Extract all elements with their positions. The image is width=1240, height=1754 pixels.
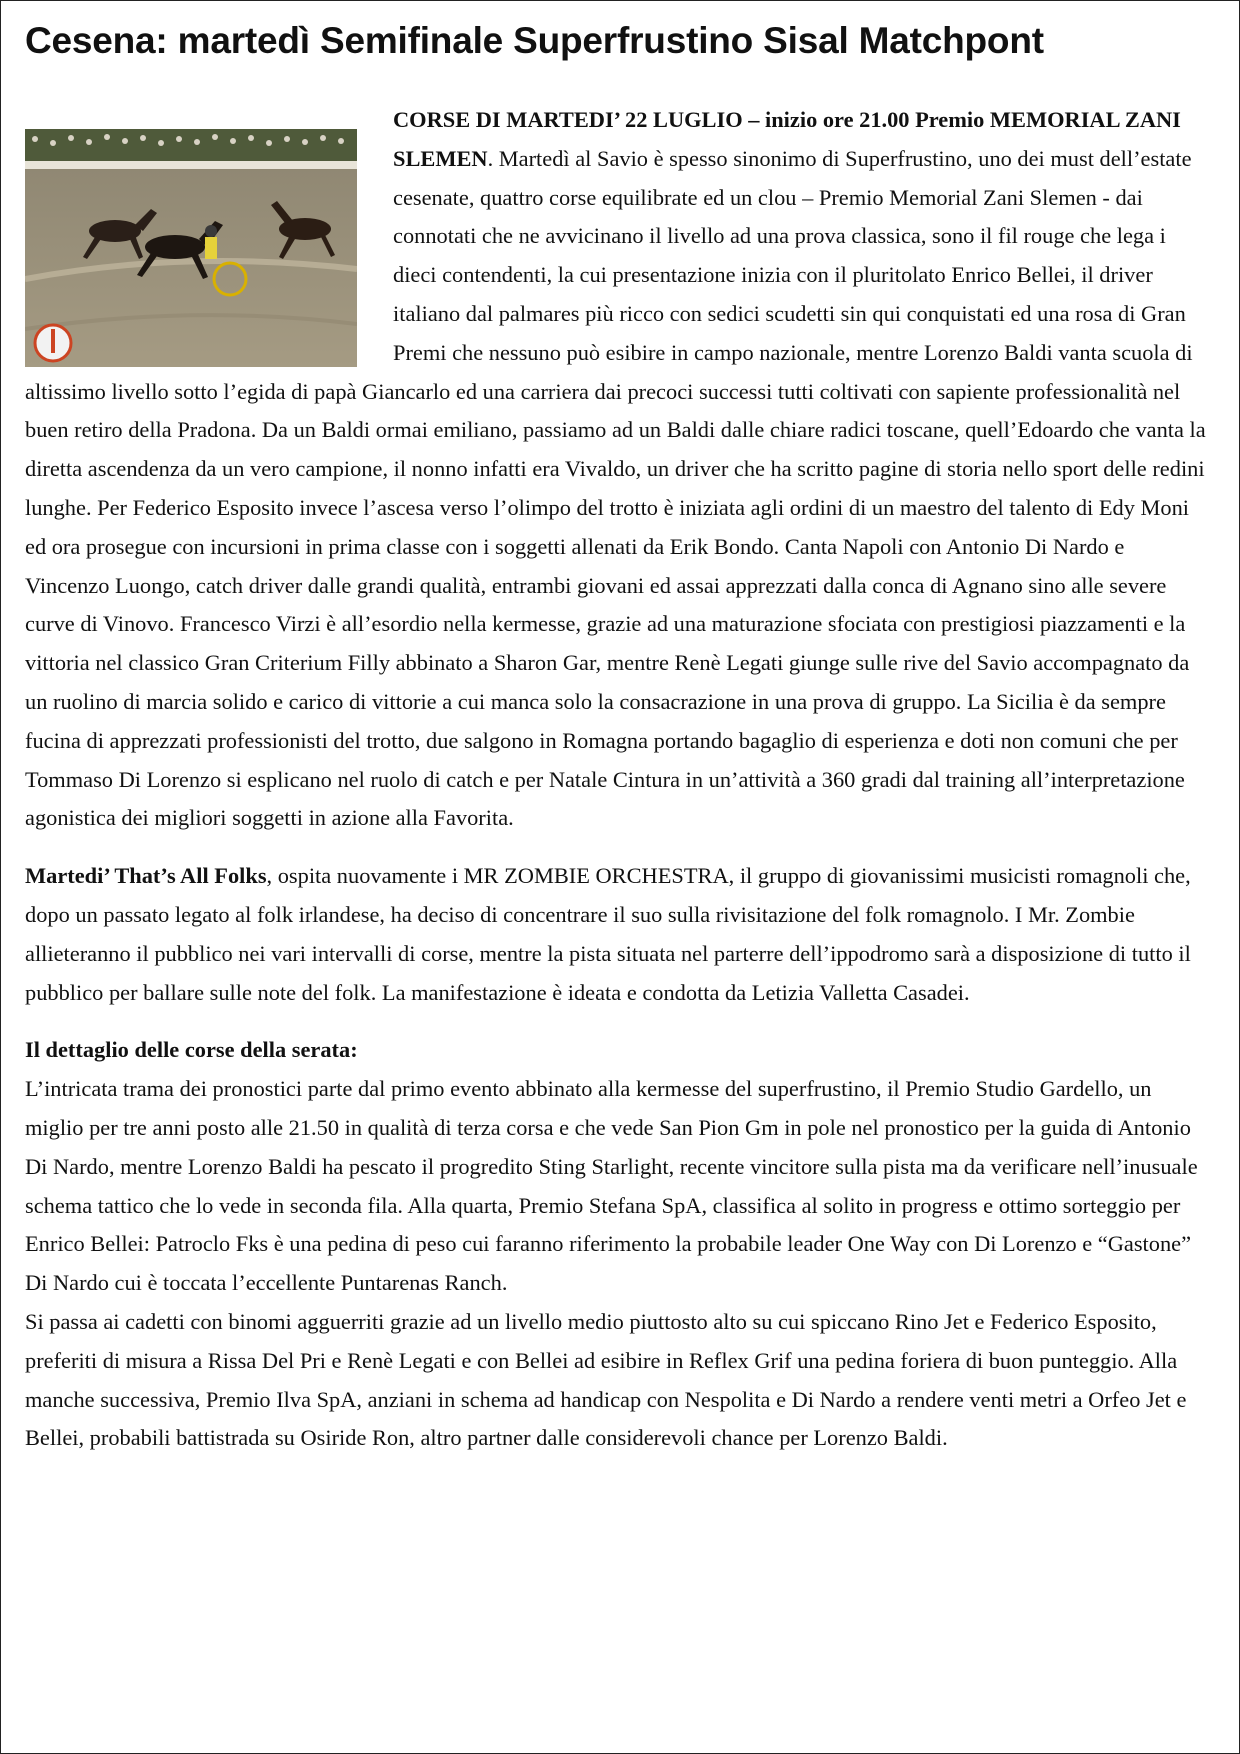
intro-lead: CORSE DI MARTEDI’ 22 LUGLIO – inizio ore 21.00 Premio MEMORIAL ZANI SLEMEN xyxy=(393,107,1181,171)
intro-text: . Martedì al Savio è spesso sinonimo di Superfrustino, uno dei must dell’estate cesenate, quattro corse equilibrate ed un clou – Premio Memorial Zani Slemen - dai connotati che ne avvicinano il livello ad una prova classica, sono il fil rouge che lega i dieci contendenti, la cui presentazione inizia con il pluritolato Enrico Bellei, il driver italiano dal palmares più ricco con sedici scudetti sin qui conquistati ed una rosa di Gran Premi che nessuno può esibire in campo nazionale, mentre Lorenzo Baldi vanta scuola di altissimo livello sotto l’egida di papà Giancarlo ed una carriera dai precoci successi tutti coltivati con sapiente professionalità nel buen retiro della Pradona. Da un Baldi ormai emiliano, passiamo ad un Baldi dalle chiare radici toscane, quell’Edoardo che vanta la diretta ascendenza da un vero campione, il nonno infatti era Vivaldo, un driver che ha scritto pagine di storia nello sport delle redini lunghe. Per Federico Esposito invece l’ascesa verso l’olimpo del trotto è iniziata agli ordini di un maestro del talento di Edy Moni ed ora prosegue con incursioni in prima classe con i soggetti allenati da Erik Bondo. Canta Napoli con Antonio Di Nardo e Vincenzo Luongo, catch driver dalle grandi qualità, entrambi giovani ed assai apprezzati dalla conca di Agnano sino alle severe curve di Vinovo. Francesco Virzi è all’esordio nella kermesse, grazie ad una maturazione sfociata con prestigiosi piazzamenti e la vittoria nel classico Gran Criterium Filly abbinato a Sharon Gar, mentre Renè Legati giunge sulle rive del Savio accompagnato da un ruolino di marcia solido e carico di vittorie a cui manca solo la consacrazione in una prova di gruppo. La Sicilia è da sempre fucina di apprezzati professionisti del trotto, due salgono in Romagna portando bagaglio di esperienza e doti non comuni che per Tommaso Di Lorenzo si esplicano nel ruolo di catch e per Natale Cintura in un’attività a 360 gradi dal training all’interpretazione agonistica dei migliori soggetti in azione alla Favorita. xyxy=(25,145,1206,831)
paragraph-folk xyxy=(25,857,1209,1012)
folk-lead: Martedi’ That’s All Folks xyxy=(25,863,267,889)
article-body xyxy=(25,101,1209,1458)
details-text-continued: Si passa ai cadetti con binomi agguerriti grazie ad un livello medio piuttosto alto su cui spiccano Rino Jet e Federico Esposito, preferiti di misura a Rissa Del Pri e Renè Legati e con Bellei ad esibire in Reflex Grif una pedina foriera di buon punteggio. Alla manche successiva, Premio Ilva SpA, anziani in schema ad handicap con Nespolita e Di Nardo a rendere venti metri a Orfeo Jet e Bellei, probabili battistrada su Osiride Ron, altro partner dalle considerevoli chance per Lorenzo Baldi. xyxy=(25,1308,1187,1451)
details-heading: Il dettaglio delle corse della serata: xyxy=(25,1037,358,1063)
paragraph-intro xyxy=(25,101,1209,838)
article-title: Cesena: martedì Semifinale Superfrustino Sisal Matchpont xyxy=(25,20,1044,61)
details-text: L’intricata trama dei pronostici parte dal primo evento abbinato alla kermesse del superfrustino, il Premio Studio Gardello, un miglio per tre anni posto alle 21.50 in qualità di terza corsa e che vede San Pion Gm in pole nel pronostico per la guida di Antonio Di Nardo, mentre Lorenzo Baldi ha pescato il progredito Sting Starlight, recente vincitore sulla pista ma da verificare nell’inusuale schema tattico che lo vede in seconda fila. Alla quarta, Premio Stefana SpA, classifica al solito in progress e ottimo sorteggio per Enrico Bellei: Patroclo Fks è una pedina di peso cui faranno riferimento la probabile leader One Way con Di Lorenzo e “Gastone” Di Nardo cui è toccata l’eccellente Puntarenas Ranch. xyxy=(25,1076,1198,1296)
harness-racing-photo xyxy=(25,129,357,367)
paragraph-details xyxy=(25,1031,1209,1458)
folk-text: , ospita nuovamente i MR ZOMBIE ORCHESTRA, il gruppo di giovanissimi musicisti romagnoli che, dopo un passato legato al folk irlandese, ha deciso di concentrare il suo sulla rivisitazione del folk romagnolo. I Mr. Zombie allieteranno il pubblico nei vari intervalli di corse, mentre la pista situata nel parterre dell’ippodromo sarà a disposizione di tutto il pubblico per ballare sulle note del folk. La manifestazione è ideata e condotta da Letizia Valletta Casadei. xyxy=(25,863,1191,1005)
